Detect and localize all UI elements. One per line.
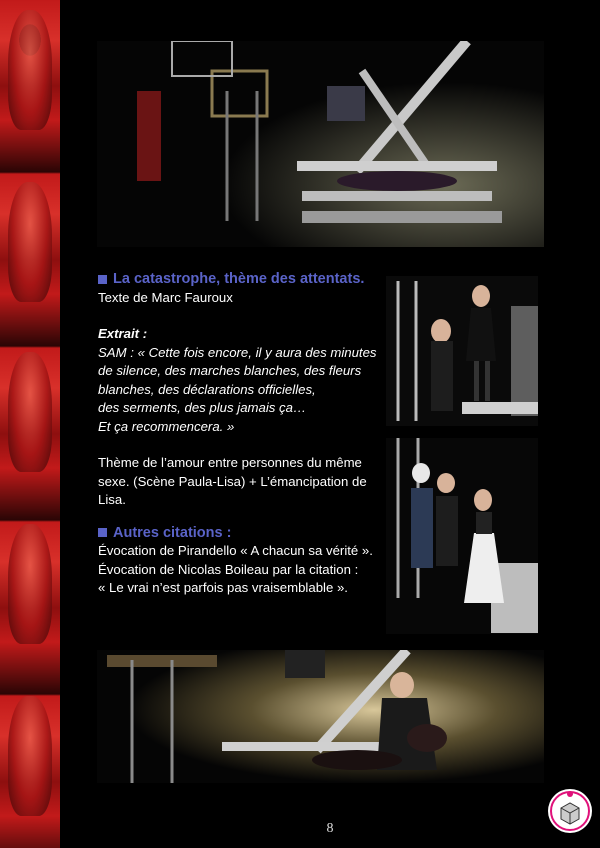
square-bullet-icon (98, 528, 107, 537)
section-heading-catastrophe (98, 270, 383, 289)
stage-photo-right-2 (386, 438, 538, 634)
citation-line: Évocation de Nicolas Boileau par la citation : (98, 561, 359, 577)
quote-line: de silence, des marches blanches, des fleurs (98, 363, 362, 378)
theme-line: sexe. (Scène Paula-Lisa) + L’émancipation de (98, 473, 367, 489)
figure-image (8, 696, 52, 816)
figure-image (8, 10, 52, 130)
section-heading-citations (98, 524, 383, 543)
figure-image (8, 182, 52, 302)
stage-photo-right-1 (386, 276, 538, 426)
figure-image (8, 352, 52, 472)
extract-label: Extrait : (98, 326, 148, 341)
theatre-logo-icon (547, 788, 593, 834)
article-text (98, 270, 383, 598)
quote-line: des serments, des plus jamais ça… (98, 400, 307, 415)
page-number: 8 (326, 821, 334, 836)
theme-line: Lisa. (98, 492, 126, 507)
quote-line: Et ça recommencera. » (98, 418, 235, 434)
heading-text: Autres citations : (113, 524, 232, 541)
square-bullet-icon (98, 275, 107, 284)
figure-image (8, 524, 52, 644)
quote-line: blanches, des déclarations officielles, (98, 381, 316, 397)
quote-line: SAM : « Cette fois encore, il y aura des minutes (98, 344, 377, 360)
citation-line: « Le vrai n’est parfois pas vraisemblable ». (98, 580, 348, 595)
stage-photo-bottom (97, 650, 544, 783)
theme-line: Thème de l’amour entre personnes du même (98, 455, 362, 470)
decorative-side-strip (0, 0, 60, 848)
stage-photo-top (97, 41, 544, 247)
citation-line: Évocation de Pirandello « A chacun sa vérité ». (98, 543, 373, 558)
heading-text: La catastrophe, thème des attentats. (113, 271, 365, 287)
author-line: Texte de Marc Fauroux (98, 289, 233, 305)
